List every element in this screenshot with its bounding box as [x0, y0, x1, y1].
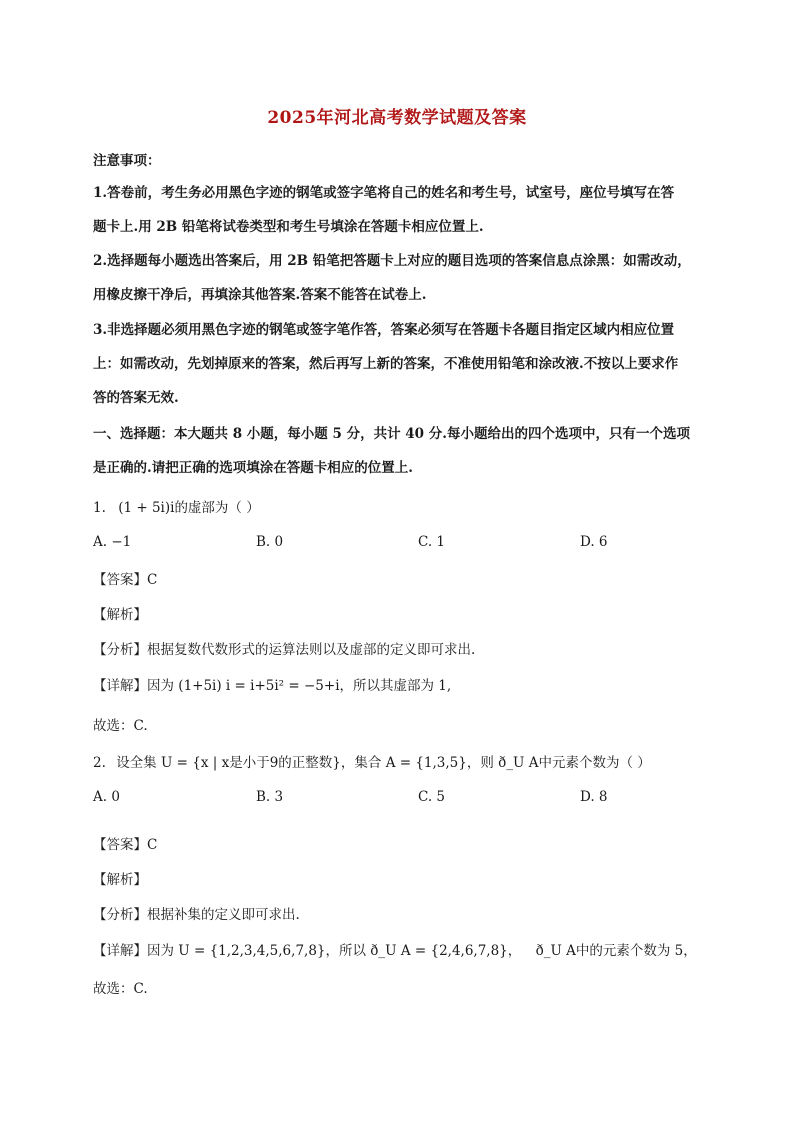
notice-line: 用橡皮擦干净后，再填涂其他答案.答案不能答在试卷上.	[93, 287, 427, 303]
detail-tail: 中的元素个数为 5，	[575, 943, 697, 959]
option-c: C. 5	[418, 789, 446, 805]
detail-complement: ð_U A = {2,4,6,7,8}	[370, 943, 508, 959]
detail-sep: ，	[507, 943, 522, 959]
detail-tail: ，所以其虚部为 1,	[339, 678, 452, 694]
option-b: B. 0	[256, 534, 284, 550]
page-title: 2025年河北高考数学试题及答案	[267, 108, 527, 128]
notice-line: 1.答卷前，考生务必用黑色字迹的钢笔或签字笔将自己的姓名和考生号，试室号，座位号填写在答	[93, 185, 675, 201]
section-heading: 一、选择题：本大题共 8 小题，每小题 5 分，共计 40 分.每小题给出的四个选项中，只有一个选项	[93, 426, 690, 442]
option-d: D. 8	[580, 789, 608, 805]
detail-set-u: U = {1,2,3,4,5,6,7,8}	[178, 943, 326, 959]
option-d: D. 6	[580, 534, 608, 550]
detail-text	[93, 674, 451, 694]
detail-expression: (1+5i) i = i+5i² = −5+i	[178, 678, 340, 694]
detail-label: 【详解】因为	[93, 943, 174, 959]
notice-line: 2.选择题每小题选出答案后，用 2B 铅笔把答题卡上对应的题目选项的答案信息点涂黑：如需改动，	[93, 253, 691, 269]
question-stem: ，则	[466, 755, 494, 771]
set-a-expression: A = {1,3,5}	[385, 755, 467, 771]
analysis-label: 【解析】	[93, 872, 147, 888]
notice-line: 上：如需改动，先划掉原来的答案，然后再写上新的答案，不准使用铅笔和涂改液.不按以上要求作	[93, 356, 679, 372]
question-number: 2.	[93, 755, 106, 771]
question-stem: 的虚部为（ ）	[174, 500, 260, 516]
option-a: A. −1	[93, 534, 132, 550]
analysis-label: 【解析】	[93, 607, 147, 623]
notice-line: 3.非选择题必须用黑色字迹的钢笔或签字笔作答，答案必须写在答题卡各题目指定区域内相应位置	[93, 322, 675, 338]
question-number: 1.	[93, 500, 106, 516]
option-b: B. 3	[256, 789, 284, 805]
conclusion: 故选：C.	[93, 718, 148, 734]
complement-expression: ð_U A	[498, 755, 539, 771]
question-stem: 设全集	[116, 755, 157, 771]
answer-label: 【答案】C	[93, 837, 158, 853]
option-c: C. 1	[418, 534, 446, 550]
answer-label: 【答案】C	[93, 572, 158, 588]
conclusion: 故选：C.	[93, 981, 148, 997]
detail-complement-ref: ð_U A	[535, 943, 576, 959]
notice-heading: 注意事项：	[93, 153, 161, 169]
detail-label: 【详解】因为	[93, 678, 174, 694]
analysis-text: 【分析】根据补集的定义即可求出.	[93, 907, 300, 923]
notice-line: 答的答案无效.	[93, 390, 179, 406]
analysis-text: 【分析】根据复数代数形式的运算法则以及虚部的定义即可求出.	[93, 642, 476, 658]
question-stem: ，集合	[340, 755, 382, 771]
set-u-expression: U = {x | x是小于9的正整数}	[160, 755, 341, 771]
section-heading: 是正确的.请把正确的选项填涂在答题卡相应的位置上.	[93, 460, 413, 476]
question-1	[93, 496, 260, 516]
notice-line: 题卡上.用 2B 铅笔将试卷类型和考生号填涂在答题卡相应位置上.	[93, 219, 484, 235]
question-stem: 中元素个数为（ ）	[538, 755, 651, 771]
option-a: A. 0	[93, 789, 120, 805]
detail-text	[93, 939, 697, 959]
question-2	[93, 751, 651, 771]
detail-mid: ，所以	[325, 943, 366, 959]
question-expression: (1 + 5i)i	[118, 500, 175, 516]
